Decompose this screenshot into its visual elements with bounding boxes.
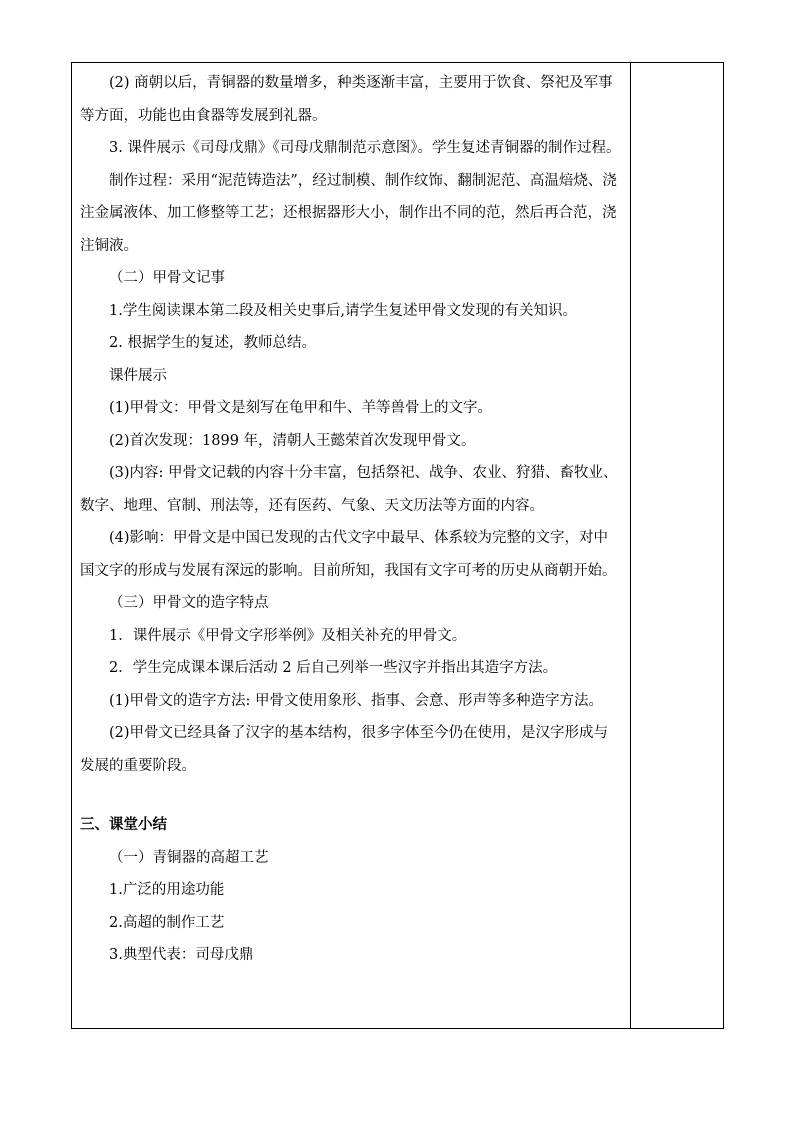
paragraph: 课件展示 <box>109 367 167 384</box>
paragraph: 制作过程：采用“泥范铸造法”，经过制模、制作纹饰、翻制泥范、高温焙烧、浇注金属液体、加工修整等工艺；还根据器形大小，制作出不同的范，然后再合范，浇注铜液。 <box>80 172 617 254</box>
paragraph: 2．学生完成课本课后活动 2 后自己列举一些汉字并指出其造字方法。 <box>109 660 558 676</box>
paragraph: 1．课件展示《甲骨文字形举例》及相关补充的甲骨文。 <box>109 627 467 644</box>
paragraph: (1)甲骨文：甲骨文是刻写在龟甲和牛、羊等兽骨上的文字。 <box>109 400 493 416</box>
lesson-table <box>71 62 724 1029</box>
summary-item: 3.典型代表：司母戊鼎 <box>109 947 254 963</box>
paragraph: (2)首次发现：1899 年，清朝人王懿荣首次发现甲骨文。 <box>109 432 476 449</box>
paragraph: 1.学生阅读课本第二段及相关史事后,请学生复述甲骨文发现的有关知识。 <box>109 302 577 319</box>
summary-item: 2.高超的制作工艺 <box>109 914 225 931</box>
summary-heading: 三、课堂小结 <box>80 816 167 833</box>
main-content-cell <box>72 63 631 1029</box>
section-subheading: （二）甲骨文记事 <box>109 270 225 286</box>
paragraph: (2) 商朝以后，青铜器的数量增多，种类逐渐丰富，主要用于饮食、祭祀及军事等方面，功能也由食器等发展到礼器。 <box>80 75 613 124</box>
side-notes-cell <box>631 63 724 1029</box>
section-subheading: （三）甲骨文的造字特点 <box>109 595 269 611</box>
summary-item: （一）青铜器的高超工艺 <box>109 849 269 866</box>
paragraph: (3)内容: 甲骨文记载的内容十分丰富，包括祭祀、战争、农业、狩猎、畜牧业、数字、地理、官制、刑法等，还有医药、气象、天文历法等方面的内容。 <box>80 465 618 514</box>
paragraph: (1)甲骨文的造字方法: 甲骨文使用象形、指事、会意、形声等多种造字方法。 <box>109 692 604 709</box>
lesson-content <box>72 63 630 972</box>
summary-item: 1.广泛的用途功能 <box>109 882 225 898</box>
paragraph: (4)影响：甲骨文是中国已发现的古代文字中最早、体系较为完整的文字，对中国文字的形成与发展有深远的影响。目前所知，我国有文字可考的历史从商朝开始。 <box>80 530 617 579</box>
paragraph: 2. 根据学生的复述，教师总结。 <box>109 335 316 351</box>
paragraph: 3. 课件展示《司母戊鼎》《司母戊鼎制范示意图》。学生复述青铜器的制作过程。 <box>109 140 621 156</box>
paragraph: (2)甲骨文已经具备了汉字的基本结构，很多字体至今仍在使用，是汉字形成与发展的重要阶段。 <box>80 725 609 774</box>
